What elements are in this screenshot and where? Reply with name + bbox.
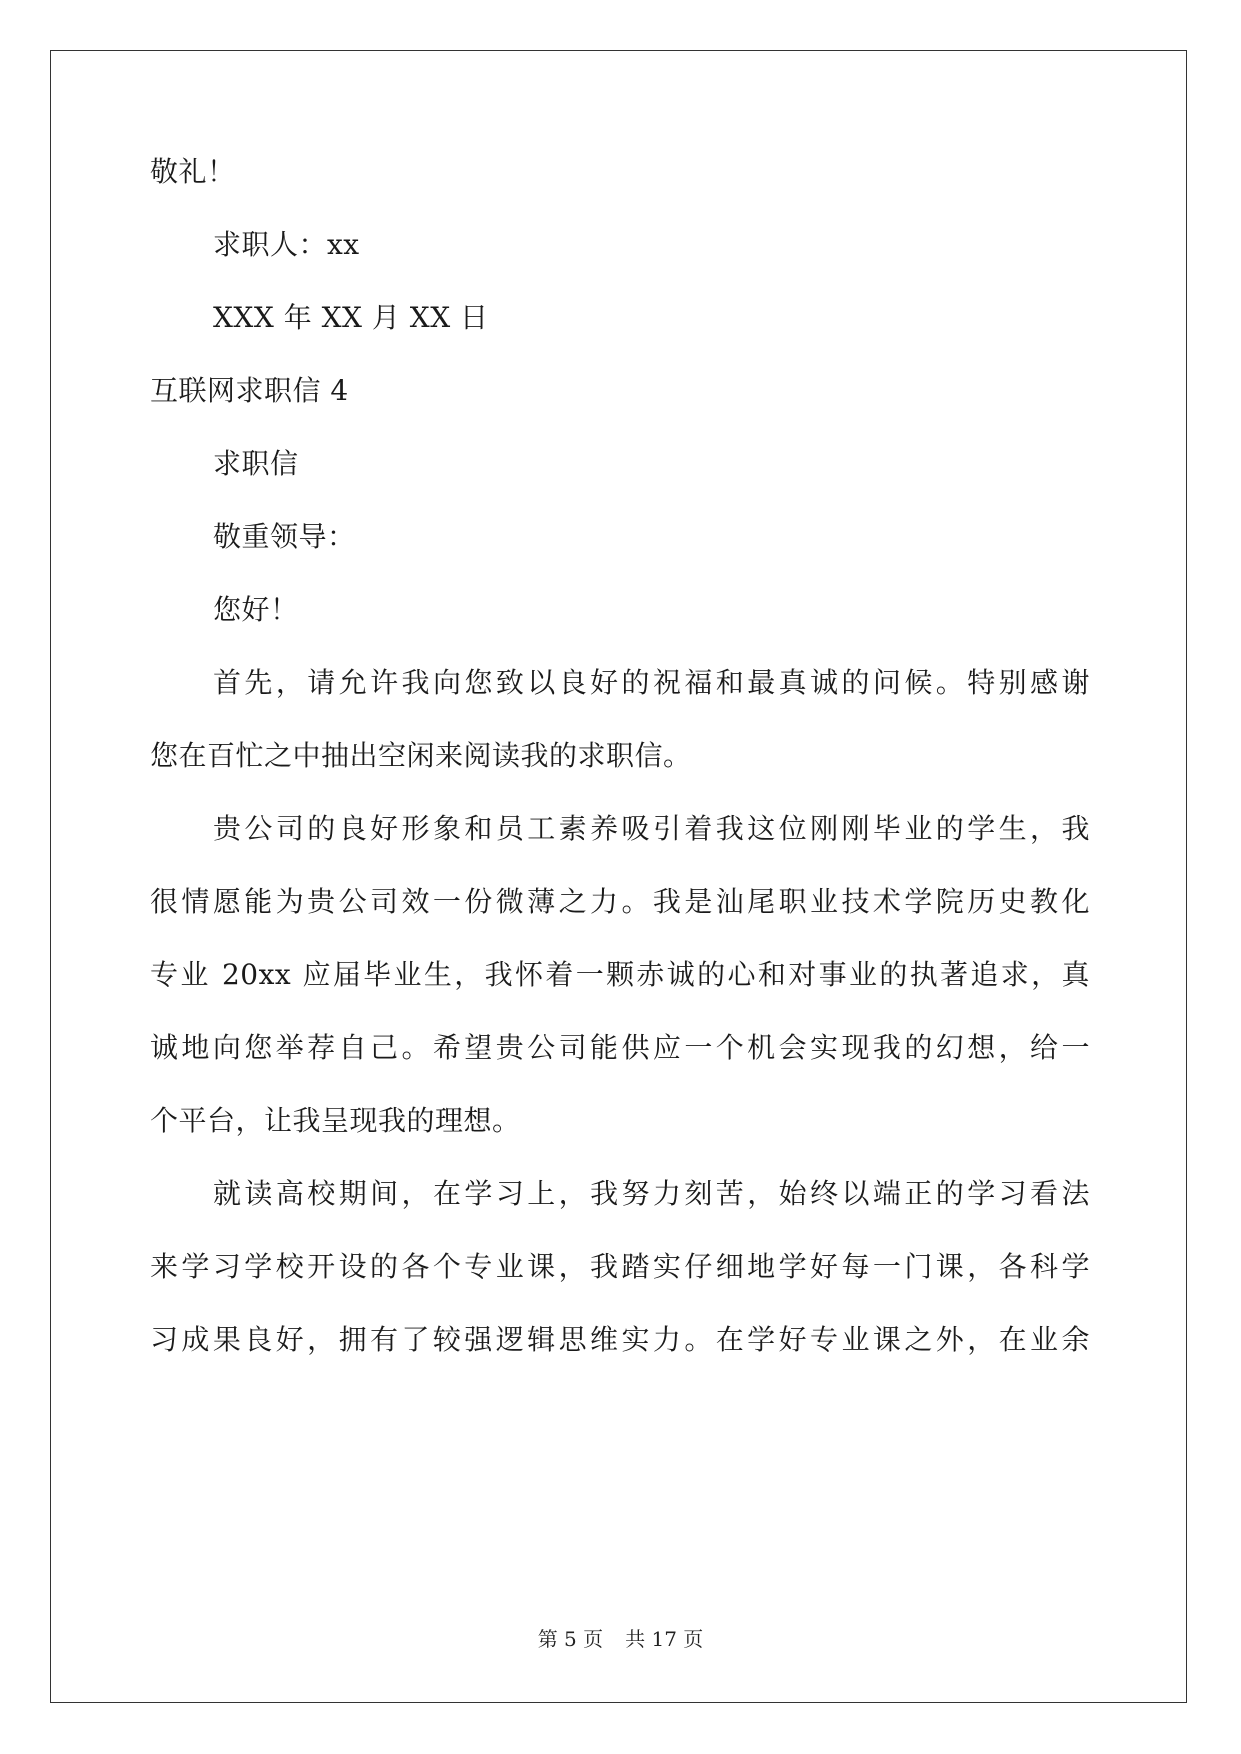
page-total: 共 17 页	[625, 1627, 704, 1651]
paragraph-line: 贵公司的良好形象和员工素养吸引着我这位刚刚毕业的学生，我	[213, 812, 1090, 845]
greeting-recipient: 敬重领导：	[213, 520, 356, 553]
applicant-signature: 求职人：xx	[213, 228, 360, 261]
paragraph-line: 习成果良好，拥有了较强逻辑思维实力。在学好专业课之外，在业余	[150, 1323, 1090, 1356]
paragraph-line: 首先，请允许我向您致以良好的祝福和最真诚的问候。特别感谢	[213, 666, 1090, 699]
letter-title: 求职信	[213, 447, 299, 480]
paragraph-line: 诚地向您举荐自己。希望贵公司能供应一个机会实现我的幻想，给一	[150, 1031, 1090, 1064]
page-number: 第 5 页	[537, 1627, 604, 1651]
greeting-hello: 您好！	[213, 593, 299, 626]
page-footer	[0, 1626, 1241, 1652]
closing-salutation: 敬礼！	[150, 155, 236, 188]
paragraph-line: 个平台，让我呈现我的理想。	[150, 1104, 521, 1137]
paragraph-line: 您在百忙之中抽出空闲来阅读我的求职信。	[150, 739, 692, 772]
paragraph-line: 很情愿能为贵公司效一份微薄之力。我是汕尾职业技术学院历史教化	[150, 885, 1090, 918]
paragraph-line: 专业 20xx 应届毕业生，我怀着一颗赤诚的心和对事业的执著追求，真	[150, 958, 1090, 991]
section-heading: 互联网求职信 4	[150, 374, 349, 407]
page-border	[50, 50, 1187, 1703]
paragraph-line: 来学习学校开设的各个专业课，我踏实仔细地学好每一门课，各科学	[150, 1250, 1090, 1283]
letter-date: XXX 年 XX 月 XX 日	[213, 301, 489, 334]
paragraph-line: 就读高校期间，在学习上，我努力刻苦，始终以端正的学习看法	[213, 1177, 1090, 1210]
